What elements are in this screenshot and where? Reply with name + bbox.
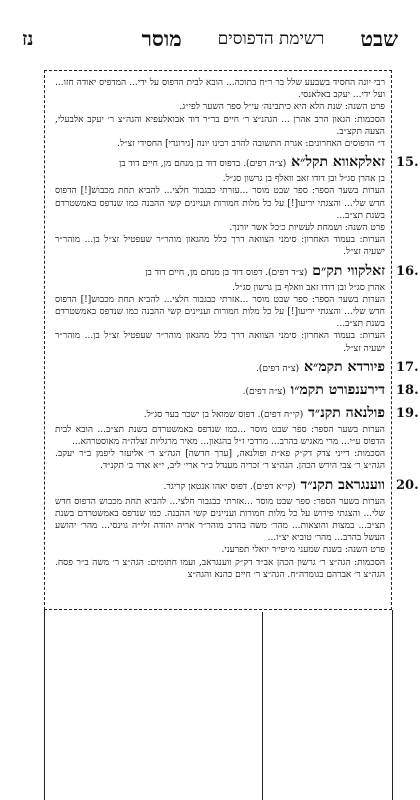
page-number: נז [22, 27, 34, 50]
entry-note: (צ״ה דפים). [242, 386, 286, 397]
entry-line: בן אהרן סג״ל ובן דודו זאב וואלף בן גרשון סג״ל. [222, 174, 385, 185]
header-right-group [142, 26, 398, 52]
entry-title: פיורדא תקמ״א [304, 358, 385, 375]
entry-title: דירענפורט תקמ״ו [290, 381, 385, 398]
entry-note: (קי״א דפים). דפוס יאהו אנטאן קריגר. [163, 481, 296, 492]
intro-paragraph: הסכמות: הגאון הרב אהרן ... הגהנ״צ ר׳ חיים בר״ר דוד אבואלעפיא והגה״צ ר׳ יעקב אלבעלי, הצעה תקצ״ב. [55, 114, 385, 137]
entry-note: (צ״ה דפים). [256, 363, 300, 374]
entry-number: 16. [396, 263, 419, 279]
entry-line: הסכמות: הגה״צ ר׳ גרשון הכהן אב״ד דק״ק ווענגראב, ועמו חתומים: הגה״צ ר׳ משה ב״ר פסח. הגה״צ ר׳ אברהם בגומרה״ח. הגה״צ ר׳ חיים כהנא והגה״צ [55, 557, 385, 580]
entry-line: הסכמות: דייני צדק דק״ק פא״ת ופולנאה, [ערך חדשה] הגה״צ ר׳ אליעזר ליפמן ב״ר יעקב. הגה״צ ר׳ צבי הירש הכהן. הגה״צ ר׳ זכריה מענדל ב״ר ארי׳ ליב, י״א אדר ב׳ תקנ״ד. [55, 449, 385, 472]
entry-line: הערות בשער הספר: ספר שבט מוסר ...אזרתי כבגבור חלצי... להביא תחת מכבוש[!] הדפוס חדש שלי... והצגתי יריעו[!] על כל מלות חמורות ועניינים קשי ההבנה כמו שנדפס באמשטרדם בשנת תצ״ב... [55, 294, 385, 330]
catalog-frame [44, 70, 392, 610]
entry-title-line [55, 358, 385, 378]
left-rule [44, 610, 45, 800]
entry-line: פרט השנה: ושמחת לעשיות כ׳כל אשר יורנך. [229, 223, 385, 234]
header-subject: מוסר [141, 26, 182, 51]
entry-title-line [55, 262, 385, 282]
catalog-entry [55, 153, 385, 258]
entry-note: (צ״ד דפים). דפוס דוד בן מנחם מן, חיים דוד בן [145, 267, 308, 278]
entry-title: ווענגראב תקנ״ד [300, 476, 385, 493]
catalog-entry [55, 358, 385, 378]
intro-paragraph: ד״ הדפוסים האחרונים: אגרת התשובה להרב רבינו יונה [גירונדי] החסידי זצ״ל. [116, 139, 385, 150]
entry-number: 17. [396, 359, 419, 375]
entry-line: הערות: בעמוד האחרון: סימני הצוואה דרך כלל מהגאון מוהר״ר שעפטיל זצ״ל בן... מוהר״ר ישעיה זצ״ל. [55, 331, 385, 354]
catalog-entry [55, 404, 385, 473]
entry-title-line [55, 476, 385, 496]
right-rule [392, 610, 393, 800]
entry-title-line [55, 404, 385, 424]
entry-line: הערות בשער הספר: ספר שבט מוסר ...אזרתי כבגבור חלצי... להביא תחת מכבוש הדפוס חדש שלי... והצגתי פירוש על כל מלות חמורות ועניינים קשי ההבנה. כמו שנדפס באמשטרדם בשנת תצ״ב... במצות והוצאות... מהר׳ משה בהרב מוהר״ר אריה יהודה זלי״ה גוינסי... מהר׳ יהושע העשל בהרב... מהר׳ טוביא יצ״ו... [55, 496, 385, 544]
entry-note: (קי״ח דפים). דפוס שמואל בן ישכר בער סג״ל. [143, 409, 304, 420]
catalog-entry [55, 262, 385, 355]
entry-number: 15. [396, 155, 419, 171]
entry-number: 20. [396, 477, 419, 493]
intro-paragraph: רבי יונה החסיד בשבעע שלל בר ר״ח בתוכה... הובא לבית הדפוס על ידי... המדפיס יאודה חזו... ועל ידי... יעקב באלאנסי. [55, 78, 385, 101]
intro-paragraph: פרט השנה: שנת הלא היא כיתבינה׳ עי״ל ספר השער לפי״ג. [179, 102, 385, 113]
header-section-word: שבט [360, 26, 398, 51]
entry-line: הערות בשער הספר: ספר שבט מוסר ...כמו שנדפס באמשטרדם בשנת תצ״ב... הובא לבית הדפוס ע״י... מרי מאגיש בהרב... מרדכי ז״ל בהגאון... מאיר מרגליות זצלה״ה מאוסטרהא... [55, 424, 385, 448]
entry-number: 19. [396, 405, 419, 421]
entry-line: הערות: בעמוד האחרון: סימני הצוואה דרך כלל מהגאון מוהר״ר שעפטיל זצ״ל בן... מוהר״ר ישעיה זצ״ל. [55, 235, 385, 258]
entry-title-line [55, 153, 385, 173]
header-title: רשימת הדפוסים [217, 29, 325, 49]
entry-title: זאלקאווא תקל״א [291, 154, 385, 171]
entry-title: פולנאה תקנ״ד [308, 404, 385, 421]
center-rule [262, 612, 263, 800]
entry-number: 18. [396, 382, 419, 398]
entry-note: (צ״ה דפים). בדפוס דוד בן מנחם מן, חיים דוד בן [118, 159, 287, 170]
entry-line: הערות בשער הספר: ספר שבט מוסר ...עזרתי כבגבור חלצי... להביא תחת מכבושׁ[!] הדפוס חדש שלי... והצגתי יריעו[!] על כל מלות חמורות ועניינים קשי ההבנה כמו שנדפס באמשטרדם בשנת תצ״ב... [55, 186, 385, 221]
running-header [22, 24, 398, 54]
entry-line: אהרן סג״ל ובן דודו זאב וואלף בן גרשון סג״ל. [232, 282, 385, 293]
entry-title: זאלקווי תק״ם [312, 262, 385, 279]
entry-line: פרט השנה: בשנת שמעני מ׳יפי׳ר יואלי תפרעני. [221, 545, 385, 556]
catalog-entry [55, 476, 385, 581]
entry-title-line [55, 381, 385, 401]
catalog-entry [55, 381, 385, 401]
catalog-content [55, 77, 385, 581]
